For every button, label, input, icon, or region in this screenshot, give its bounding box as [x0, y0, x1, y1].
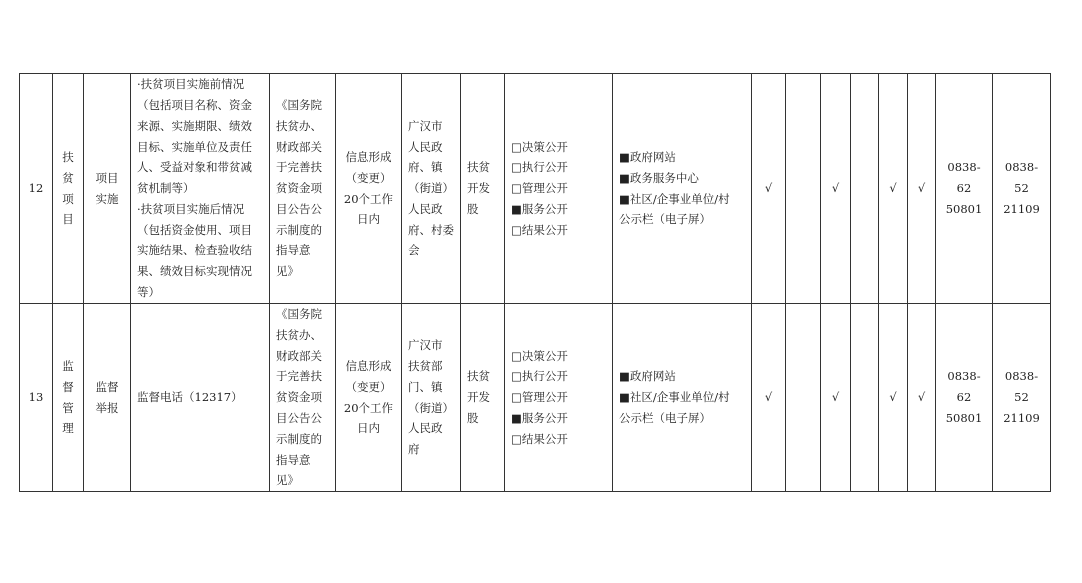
subject-cell: 广汉市 扶贫部 门、镇 （街道） 人民政 府 [402, 304, 461, 492]
basis-cell: 《国务院 扶贫办、 财政部关 于完善扶 贫资金项 目公告公 示制度的 指导意 见》 [270, 74, 336, 304]
disclosure-type-cell: □决策公开 □执行公开 □管理公开 ■服务公开 □结果公开 [505, 304, 613, 492]
mark-cell: √ [821, 304, 851, 492]
category-cell: 监 督 管 理 [53, 304, 84, 492]
item-cell: 监督 举报 [84, 304, 131, 492]
mark-cell: √ [752, 74, 786, 304]
mark-cell: √ [908, 304, 936, 492]
item-cell: 项目 实施 [84, 74, 131, 304]
phone-cell: 0838-62 50801 [936, 74, 993, 304]
channel-cell: ■政府网站 ■社区/企事业单位/村 公示栏（电子屏） [613, 304, 752, 492]
subject-cell: 广汉市 人民政 府、镇 （街道） 人民政 府、村委 会 [402, 74, 461, 304]
mark-cell: √ [879, 74, 908, 304]
phone-cell: 0838-52 21109 [993, 74, 1051, 304]
mark-cell [786, 304, 821, 492]
channel-cell: ■政府网站 ■政务服务中心 ■社区/企事业单位/村 公示栏（电子屏） [613, 74, 752, 304]
table-row [20, 74, 1051, 304]
mark-cell [851, 304, 879, 492]
mark-cell: √ [752, 304, 786, 492]
mark-cell [786, 74, 821, 304]
mark-cell: √ [821, 74, 851, 304]
basis-cell: 《国务院 扶贫办、 财政部关 于完善扶 贫资金项 目公告公 示制度的 指导意 见》 [270, 304, 336, 492]
row-number: 12 [20, 74, 53, 304]
row-number: 13 [20, 304, 53, 492]
phone-cell: 0838-52 21109 [993, 304, 1051, 492]
phone-cell: 0838-62 50801 [936, 304, 993, 492]
mark-cell: √ [879, 304, 908, 492]
deadline-cell: 信息形成 （变更） 20个工作 日内 [336, 304, 402, 492]
content-cell: ·扶贫项目实施前情况 （包括项目名称、资金 来源、实施期限、绩效 目标、实施单位及责任 人、受益对象和带贫减 贫机制等） ·扶贫项目实施后情况 （包括资金使用、项目 实施结果、检查验收结 果、绩效目标实现情况 等） [131, 74, 270, 304]
mark-cell: √ [908, 74, 936, 304]
disclosure-table [19, 73, 1051, 492]
content-cell: 监督电话（12317） [131, 304, 270, 492]
category-cell: 扶 贫 项 目 [53, 74, 84, 304]
mark-cell [851, 74, 879, 304]
disclosure-type-cell: □决策公开 □执行公开 □管理公开 ■服务公开 □结果公开 [505, 74, 613, 304]
department-cell: 扶贫 开发 股 [461, 74, 505, 304]
table-row [20, 304, 1051, 492]
department-cell: 扶贫 开发 股 [461, 304, 505, 492]
deadline-cell: 信息形成 （变更） 20个工作 日内 [336, 74, 402, 304]
